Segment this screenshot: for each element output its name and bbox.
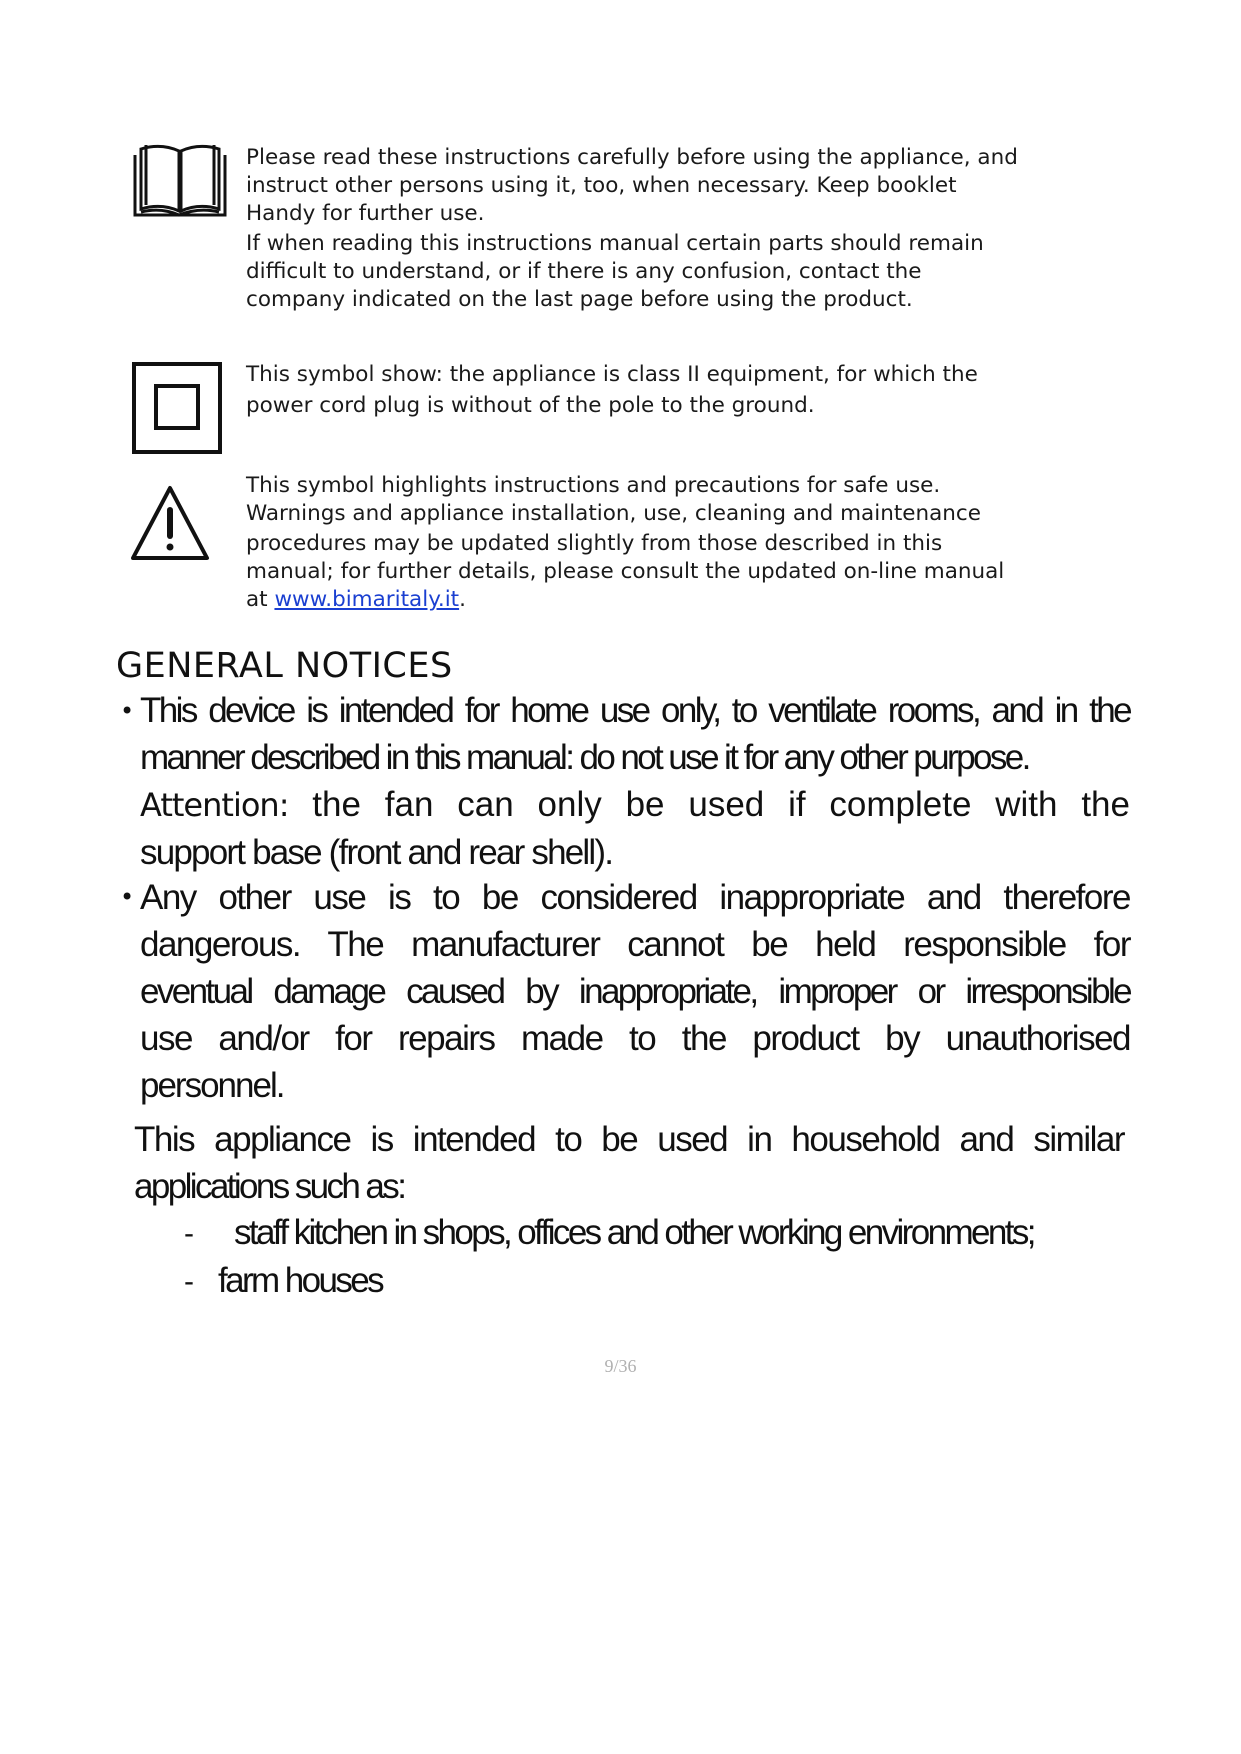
text-line: farm houses [218,1261,382,1300]
dash-1: - [184,1217,194,1250]
text-line: company indicated on the last page before using the product. [246,287,913,312]
text-line: support base (front and rear shell). [140,833,613,872]
text-line [246,586,1076,614]
text-line: dangerous. The manufacturer cannot be held responsible for [140,925,1130,964]
text-line: instruct other persons using it, too, when necessary. Keep booklet [246,173,957,198]
page-number: 9/36 [604,1356,637,1376]
text-line: manual; for further details, please consult the updated on-line manual [246,559,1005,584]
text-line: If when reading this instructions manual certain parts should remain [246,231,984,256]
text-line: This symbol highlights instructions and precautions for safe use. [246,473,941,498]
double-square-icon [132,362,222,454]
text-line: This device is intended for home use only, to ventilate rooms, and in the [140,691,1130,730]
dash-2: - [184,1265,194,1298]
text-line: This symbol show: the appliance is class II equipment, for which the [246,362,978,387]
attention-text: the fan can only be used if complete with the [288,785,1130,824]
text-line: personnel. [140,1066,284,1105]
text-fragment: . [459,587,466,612]
text-line: manner described in this manual: do not use it for any other purpose. [140,738,1029,777]
text-line: power cord plug is without of the pole to the ground. [246,393,815,418]
notice-item-2 [140,874,1130,1109]
appliance-usage-paragraph [134,1116,1124,1210]
general-notices-heading: GENERAL NOTICES [116,646,453,686]
text-line: Please read these instructions carefully before using the appliance, and [246,145,1018,170]
text-fragment: at [246,587,275,612]
text-line: procedures may be updated slightly from those described in this [246,531,943,556]
attention-label: Attention: [140,786,289,824]
text-line: Handy for further use. [246,201,485,226]
manual-website-link[interactable]: www.bimaritaly.it [274,587,460,612]
text-line: eventual damage caused by inappropriate, improper or irresponsible [140,972,1130,1011]
text-line: This appliance is intended to be used in household and similar [134,1120,1124,1159]
text-line: Warnings and appliance installation, use, cleaning and maintenance [246,501,981,526]
manual-instructions-text [246,144,1076,314]
text-line: Any other use is to be considered inappropriate and therefore [140,878,1130,917]
bullet-2: • [120,883,135,911]
warning-triangle-icon [129,484,211,562]
class-ii-text [246,359,1076,421]
text-line [140,781,1130,829]
notice-item-1 [140,687,1130,876]
list-item [218,1257,1098,1304]
text-line: use and/or for repairs made to the product by unauthorised [140,1019,1130,1058]
text-line: applications such as: [134,1167,405,1206]
list-item [234,1209,1114,1256]
bullet-1: • [120,697,135,725]
open-book-icon [133,143,227,219]
text-line: difficult to understand, or if there is any confusion, contact the [246,259,922,284]
warning-text [246,472,1076,614]
text-line: staff kitchen in shops, offices and other working environments; [234,1213,1034,1252]
